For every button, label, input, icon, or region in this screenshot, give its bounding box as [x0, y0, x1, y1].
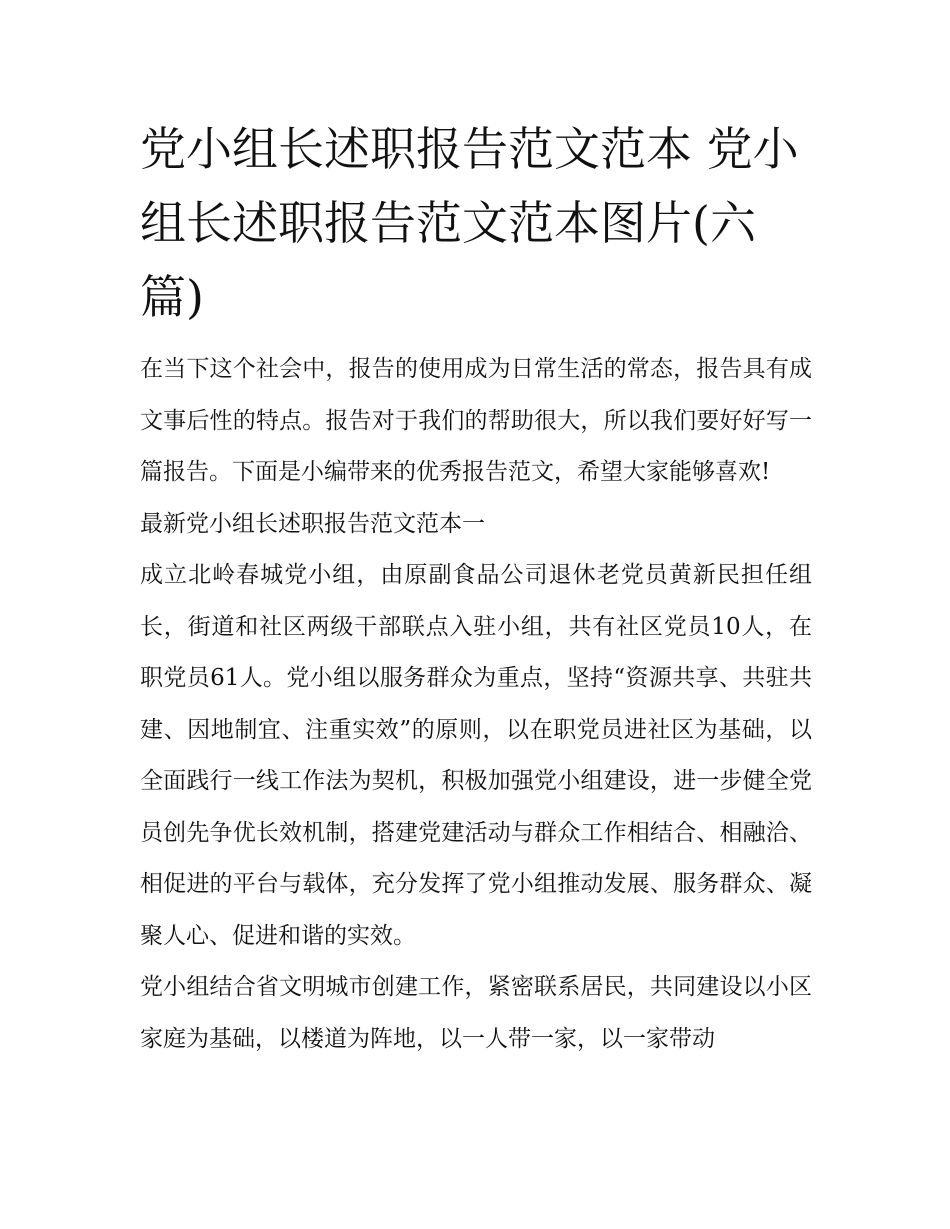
intro-paragraph: 在当下这个社会中，报告的使用成为日常生活的常态，报告具有成文事后性的特点。报告对于我们的帮助很大，所以我们要好好写一篇报告。下面是小编带来的优秀报告范文，希望大家能够喜欢! [140, 356, 812, 485]
body-paragraph: 成立北岭春城党小组，由原副食品公司退休老党员黄新民担任组长，街道和社区两级干部联点入驻小组，共有社区党员10人，在职党员61人。党小组以服务群众为重点，坚持“资源共享、共驻共建、因地制宜、注重实效”的原则，以在职党员进社区为基础，以全面践行一线工作法为契机，积极加强党小组建设，进一步健全党员创先争优长效机制，搭建党建活动与群众工作相结合、相融洽、相促进的平台与载体，充分发挥了党小组推动发展、服务群众、凝聚人心、促进和谐的实效。 [140, 562, 812, 949]
body-paragraph: 党小组结合省文明城市创建工作，紧密联系居民，共同建设以小区家庭为基础，以楼道为阵地，以一人带一家，以一家带动 [140, 974, 812, 1052]
document-page [140, 112, 812, 1065]
document-title: 党小组长述职报告范文范本 党小组长述职报告范文范本图片(六篇) [140, 122, 799, 324]
document-body [140, 344, 812, 1065]
section-heading: 最新党小组长述职报告范文范本一 [140, 510, 485, 537]
